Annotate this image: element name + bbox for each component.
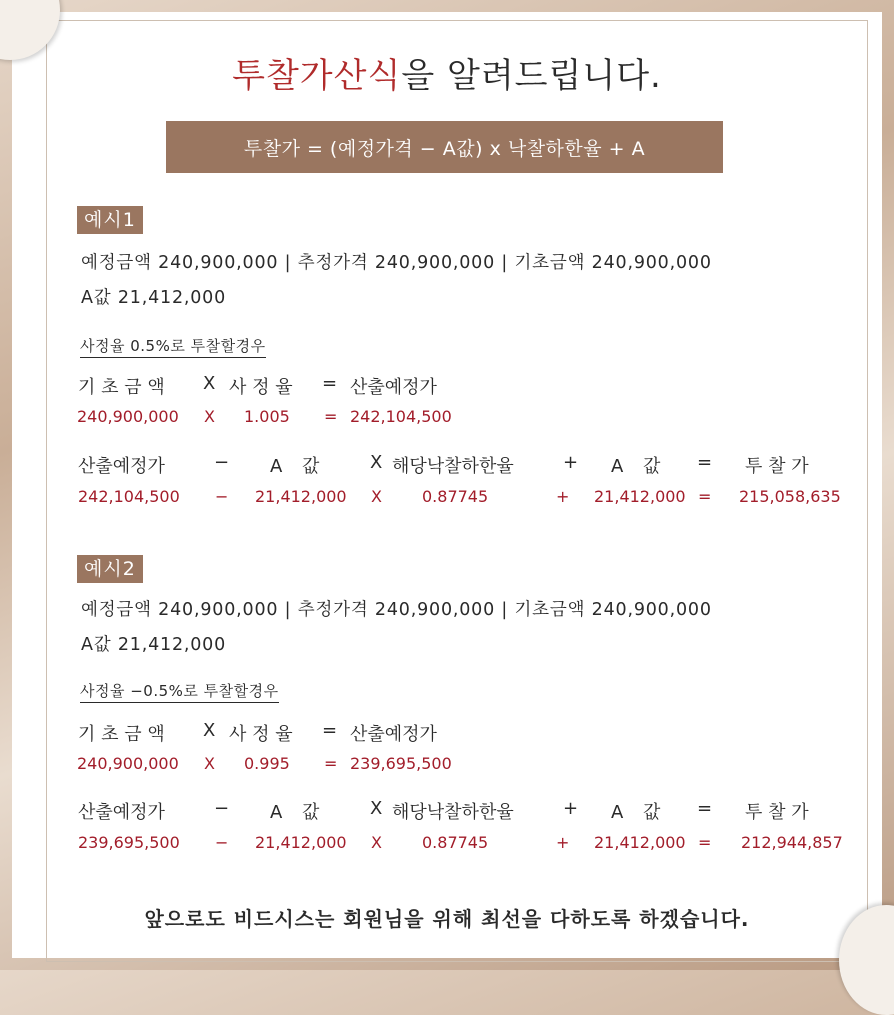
calc2-value-a: 239,695,500 (78, 833, 180, 852)
calc2-header-op1: − (214, 798, 230, 819)
calc2-value-c: 0.87745 (422, 833, 489, 852)
example-tag: 예시2 (77, 555, 143, 583)
info-line-1: 예정금액 240,900,000 | 추정가격 240,900,000 | 기초금액 240,900,000 (81, 600, 712, 620)
calc1-header-a: 기 초 금 액 (78, 724, 165, 745)
calc2-value-op1: − (215, 833, 229, 852)
title-rest: 을 알려드립니다. (401, 56, 662, 96)
calc2-header-e: 투 찰 가 (745, 456, 809, 477)
calc1-header-b: 사 정 율 (229, 724, 293, 745)
calc1-value-b: 1.005 (244, 407, 290, 426)
calc2-header-a: 산출예정가 (78, 456, 165, 477)
calc2-header-a: 산출예정가 (78, 802, 165, 823)
calc2-value-b: 21,412,000 (255, 833, 347, 852)
calc2-value-a: 242,104,500 (78, 487, 180, 506)
calc2-value-op2: X (371, 833, 382, 852)
formula-text: 투찰가 = (예정가격 − A값) x 낙찰하한율 + A (243, 137, 646, 160)
info-line-2: A값 21,412,000 (81, 288, 227, 308)
calc2-value-d: 21,412,000 (594, 487, 686, 506)
calc2-header-op1: − (214, 452, 230, 473)
calc1-header-a: 기 초 금 액 (78, 377, 165, 398)
info-line-1: 예정금액 240,900,000 | 추정가격 240,900,000 | 기초금액 240,900,000 (81, 253, 712, 273)
calc1-value-a: 240,900,000 (77, 407, 179, 426)
page-title (0, 48, 894, 97)
calc2-value-op2: X (371, 487, 382, 506)
calc1-header-op1: X (203, 720, 216, 741)
calc2-header-d: A 값 (611, 802, 661, 823)
calc2-value-c: 0.87745 (422, 487, 489, 506)
calc2-header-op2: X (370, 798, 383, 819)
calc1-value-c: 242,104,500 (350, 407, 452, 426)
calc1-value-op2: = (324, 754, 338, 773)
calc1-value-a: 240,900,000 (77, 754, 179, 773)
calc2-header-b: A 값 (270, 802, 320, 823)
calc2-value-op3: + (556, 833, 570, 852)
calc1-value-op2: = (324, 407, 338, 426)
calc2-header-e: 투 찰 가 (745, 802, 809, 823)
calc2-value-d: 21,412,000 (594, 833, 686, 852)
calc2-value-op1: − (215, 487, 229, 506)
closing-message: 앞으로도 비드시스는 회원님을 위해 최선을 다하도록 하겠습니다. (144, 907, 750, 931)
calc2-header-c: 해당낙찰하한율 (392, 802, 514, 823)
calc2-header-b: A 값 (270, 456, 320, 477)
calc1-value-c: 239,695,500 (350, 754, 452, 773)
title-highlight: 투찰가산식 (232, 56, 402, 96)
calc1-header-op2: = (322, 720, 338, 741)
calc2-value-op3: + (556, 487, 570, 506)
calc2-header-op4: = (697, 798, 713, 819)
calc2-value-op4: = (698, 487, 712, 506)
calc2-value-b: 21,412,000 (255, 487, 347, 506)
calc2-header-op2: X (370, 452, 383, 473)
calc2-value-e: 212,944,857 (741, 833, 843, 852)
calc2-header-d: A 값 (611, 456, 661, 477)
calc1-value-b: 0.995 (244, 754, 290, 773)
calc1-header-c: 산출예정가 (350, 377, 437, 398)
case-label: 사정율 0.5%로 투찰할경우 (80, 335, 266, 358)
formula-banner (166, 121, 723, 173)
calc2-header-op3: + (563, 798, 579, 819)
calc2-header-op3: + (563, 452, 579, 473)
calc1-value-op1: X (204, 754, 215, 773)
calc1-header-op2: = (322, 373, 338, 394)
calc2-value-op4: = (698, 833, 712, 852)
calc1-header-c: 산출예정가 (350, 724, 437, 745)
calc1-value-op1: X (204, 407, 215, 426)
example-tag: 예시1 (77, 206, 143, 234)
calc1-header-b: 사 정 율 (229, 377, 293, 398)
calc2-header-c: 해당낙찰하한율 (392, 456, 514, 477)
case-label: 사정율 −0.5%로 투찰할경우 (80, 680, 279, 703)
calc2-header-op4: = (697, 452, 713, 473)
calc2-value-e: 215,058,635 (739, 487, 841, 506)
calc1-header-op1: X (203, 373, 216, 394)
info-line-2: A값 21,412,000 (81, 635, 227, 655)
